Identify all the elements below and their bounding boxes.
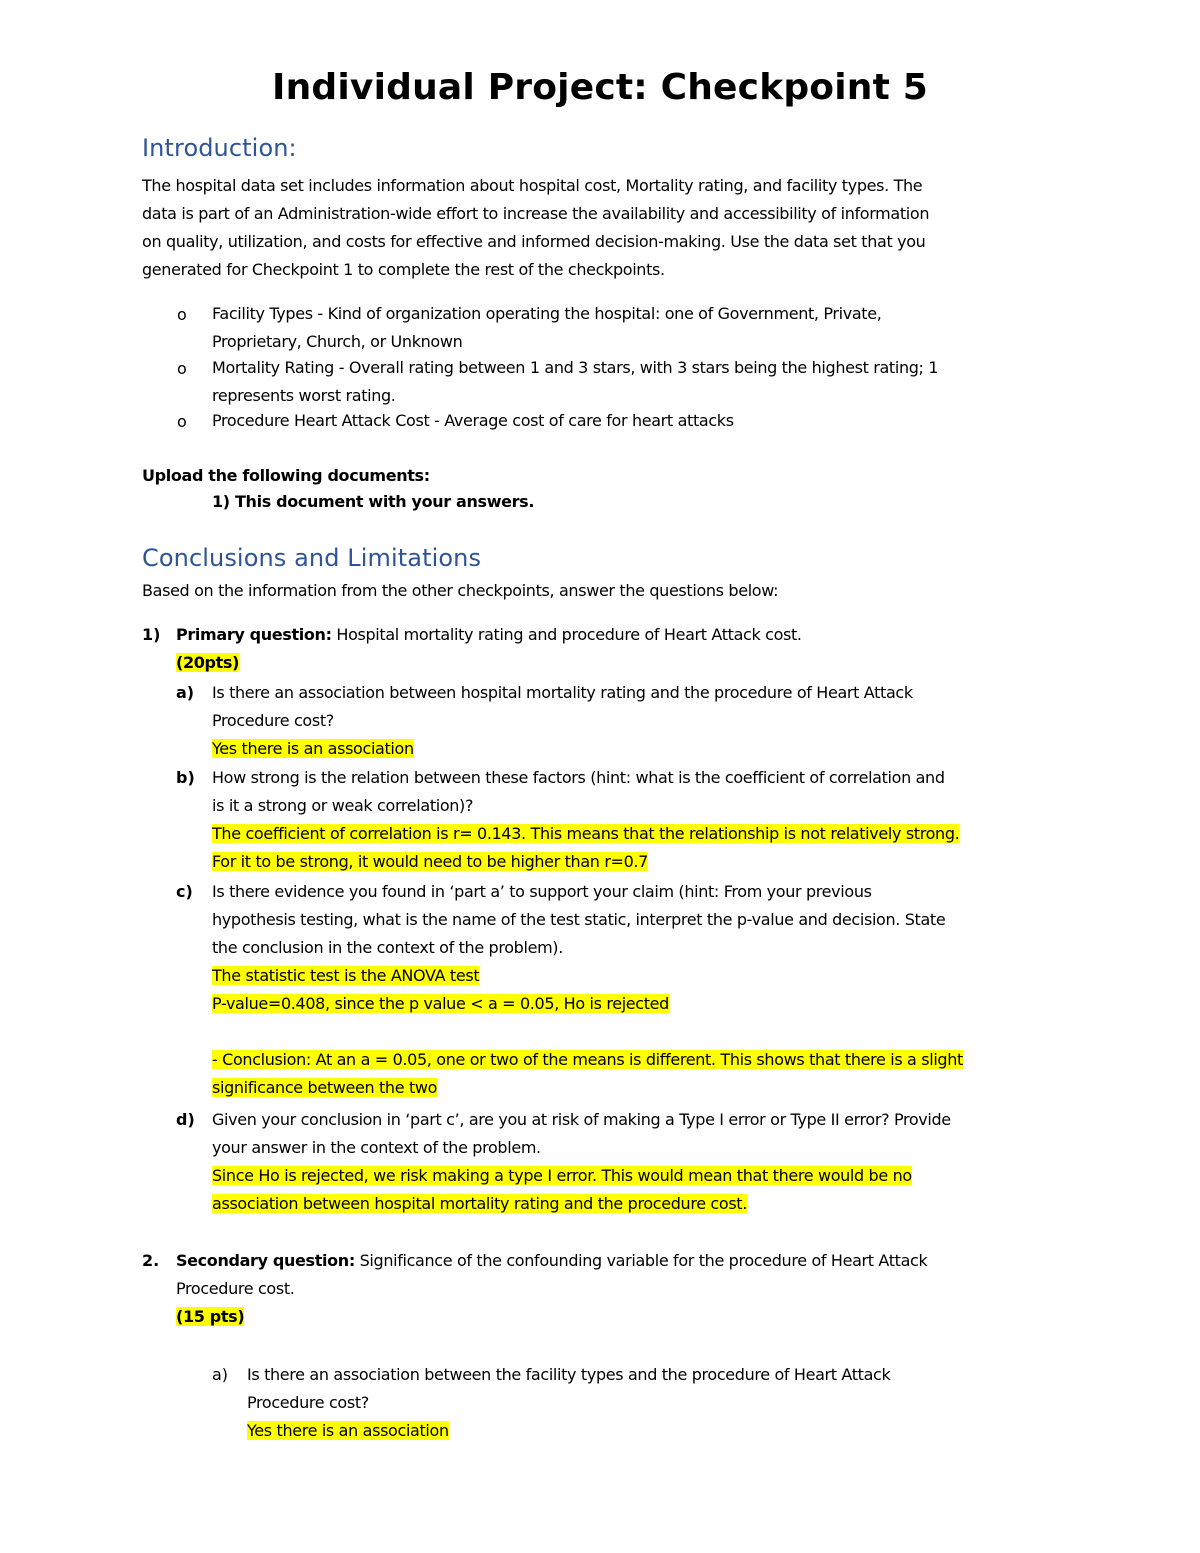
q2-text [176,1247,927,1331]
q2-a-question [247,1361,890,1445]
upload-item: 1) This document with your answers. [212,492,535,511]
bullet-line: Procedure Heart Attack Cost - Average cost of care for heart attacks [212,411,734,430]
bullet-mortality-rating [212,354,938,410]
q1-b-answer: The coefficient of correlation is r= 0.143. This means that the relationship is not relatively strong. [212,824,960,843]
q1-description: Hospital mortality rating and procedure of Heart Attack cost. [331,625,802,644]
bullet-marker: o [177,359,187,378]
q2-label: Secondary question: [176,1251,355,1270]
question-line: How strong is the relation between these factors (hint: what is the coefficient of correlation and [212,768,945,787]
q2-number: 2. [142,1251,160,1270]
question-line: hypothesis testing, what is the name of the test static, interpret the p-value and decision. State [212,910,946,929]
question-line: Procedure cost? [212,711,334,730]
intro-line: The hospital data set includes information about hospital cost, Mortality rating, and facility types. The [142,176,923,195]
bullet-marker: o [177,305,187,324]
q1-b-answer: For it to be strong, it would need to be higher than r=0.7 [212,852,648,871]
q1-points [176,649,239,677]
introduction-heading: Introduction: [142,134,297,162]
bullet-line: Proprietary, Church, or Unknown [212,332,463,351]
q1-c-answer: P-value=0.408, since the p value < a = 0.05, Ho is rejected [212,994,669,1013]
q1-b-marker: b) [176,768,195,787]
q1-a-question [212,679,913,763]
conclusions-instruction: Based on the information from the other checkpoints, answer the questions below: [142,581,779,600]
question-line: Is there an association between the facility types and the procedure of Heart Attack [247,1365,891,1384]
q1-d-marker: d) [176,1110,195,1129]
question-line: is it a strong or weak correlation)? [212,796,474,815]
q2-points-value: (15 pts) [176,1307,245,1326]
question-line: Is there an association between hospital mortality rating and the procedure of Heart Attack [212,683,913,702]
q2-a-marker: a) [212,1365,229,1384]
q2-description: Significance of the confounding variable for the procedure of Heart Attack [354,1251,928,1270]
bullet-facility-types [212,300,881,356]
question-line: Given your conclusion in ‘part c’, are you at risk of making a Type I error or Type II error? Provide [212,1110,951,1129]
question-line: Procedure cost? [247,1393,369,1412]
q1-c-answer: The statistic test is the ANOVA test [212,966,480,985]
q1-text [176,621,802,649]
q1-label: Primary question: [176,625,332,644]
upload-label: Upload the following documents: [142,466,430,485]
intro-paragraph [142,172,929,284]
q1-c-question [212,878,963,1102]
q1-c-conclusion: significance between the two [212,1078,438,1097]
bullet-line: represents worst rating. [212,386,396,405]
question-line: your answer in the context of the problem. [212,1138,541,1157]
question-line: the conclusion in the context of the problem). [212,938,563,957]
conclusions-heading: Conclusions and Limitations [142,544,482,572]
q1-d-answer: association between hospital mortality rating and the procedure cost. [212,1194,747,1213]
q1-a-answer: Yes there is an association [212,739,414,758]
document-title: Individual Project: Checkpoint 5 [271,67,929,108]
bullet-line: Mortality Rating - Overall rating between 1 and 3 stars, with 3 stars being the highest rating; 1 [212,358,939,377]
q2-a-answer: Yes there is an association [247,1421,449,1440]
q1-points-value: (20pts) [176,653,240,672]
q1-a-marker: a) [176,683,195,702]
intro-line: on quality, utilization, and costs for effective and informed decision-making. Use the data set that you [142,232,926,251]
bullet-procedure-cost [212,407,734,435]
q1-c-conclusion: - Conclusion: At an a = 0.05, one or two of the means is different. This shows that there is a slight [212,1050,963,1069]
q1-d-question [212,1106,951,1218]
q1-d-answer: Since Ho is rejected, we risk making a type I error. This would mean that there would be no [212,1166,912,1185]
q1-c-marker: c) [176,882,193,901]
bullet-marker: o [177,412,187,431]
intro-line: generated for Checkpoint 1 to complete the rest of the checkpoints. [142,260,665,279]
bullet-line: Facility Types - Kind of organization operating the hospital: one of Government, Private, [212,304,882,323]
question-line: Is there evidence you found in ‘part a’ to support your claim (hint: From your previous [212,882,872,901]
q1-number: 1) [142,625,161,644]
q1-b-question [212,764,959,876]
intro-line: data is part of an Administration-wide effort to increase the availability and accessibility of information [142,204,930,223]
q2-description-line: Procedure cost. [176,1279,295,1298]
